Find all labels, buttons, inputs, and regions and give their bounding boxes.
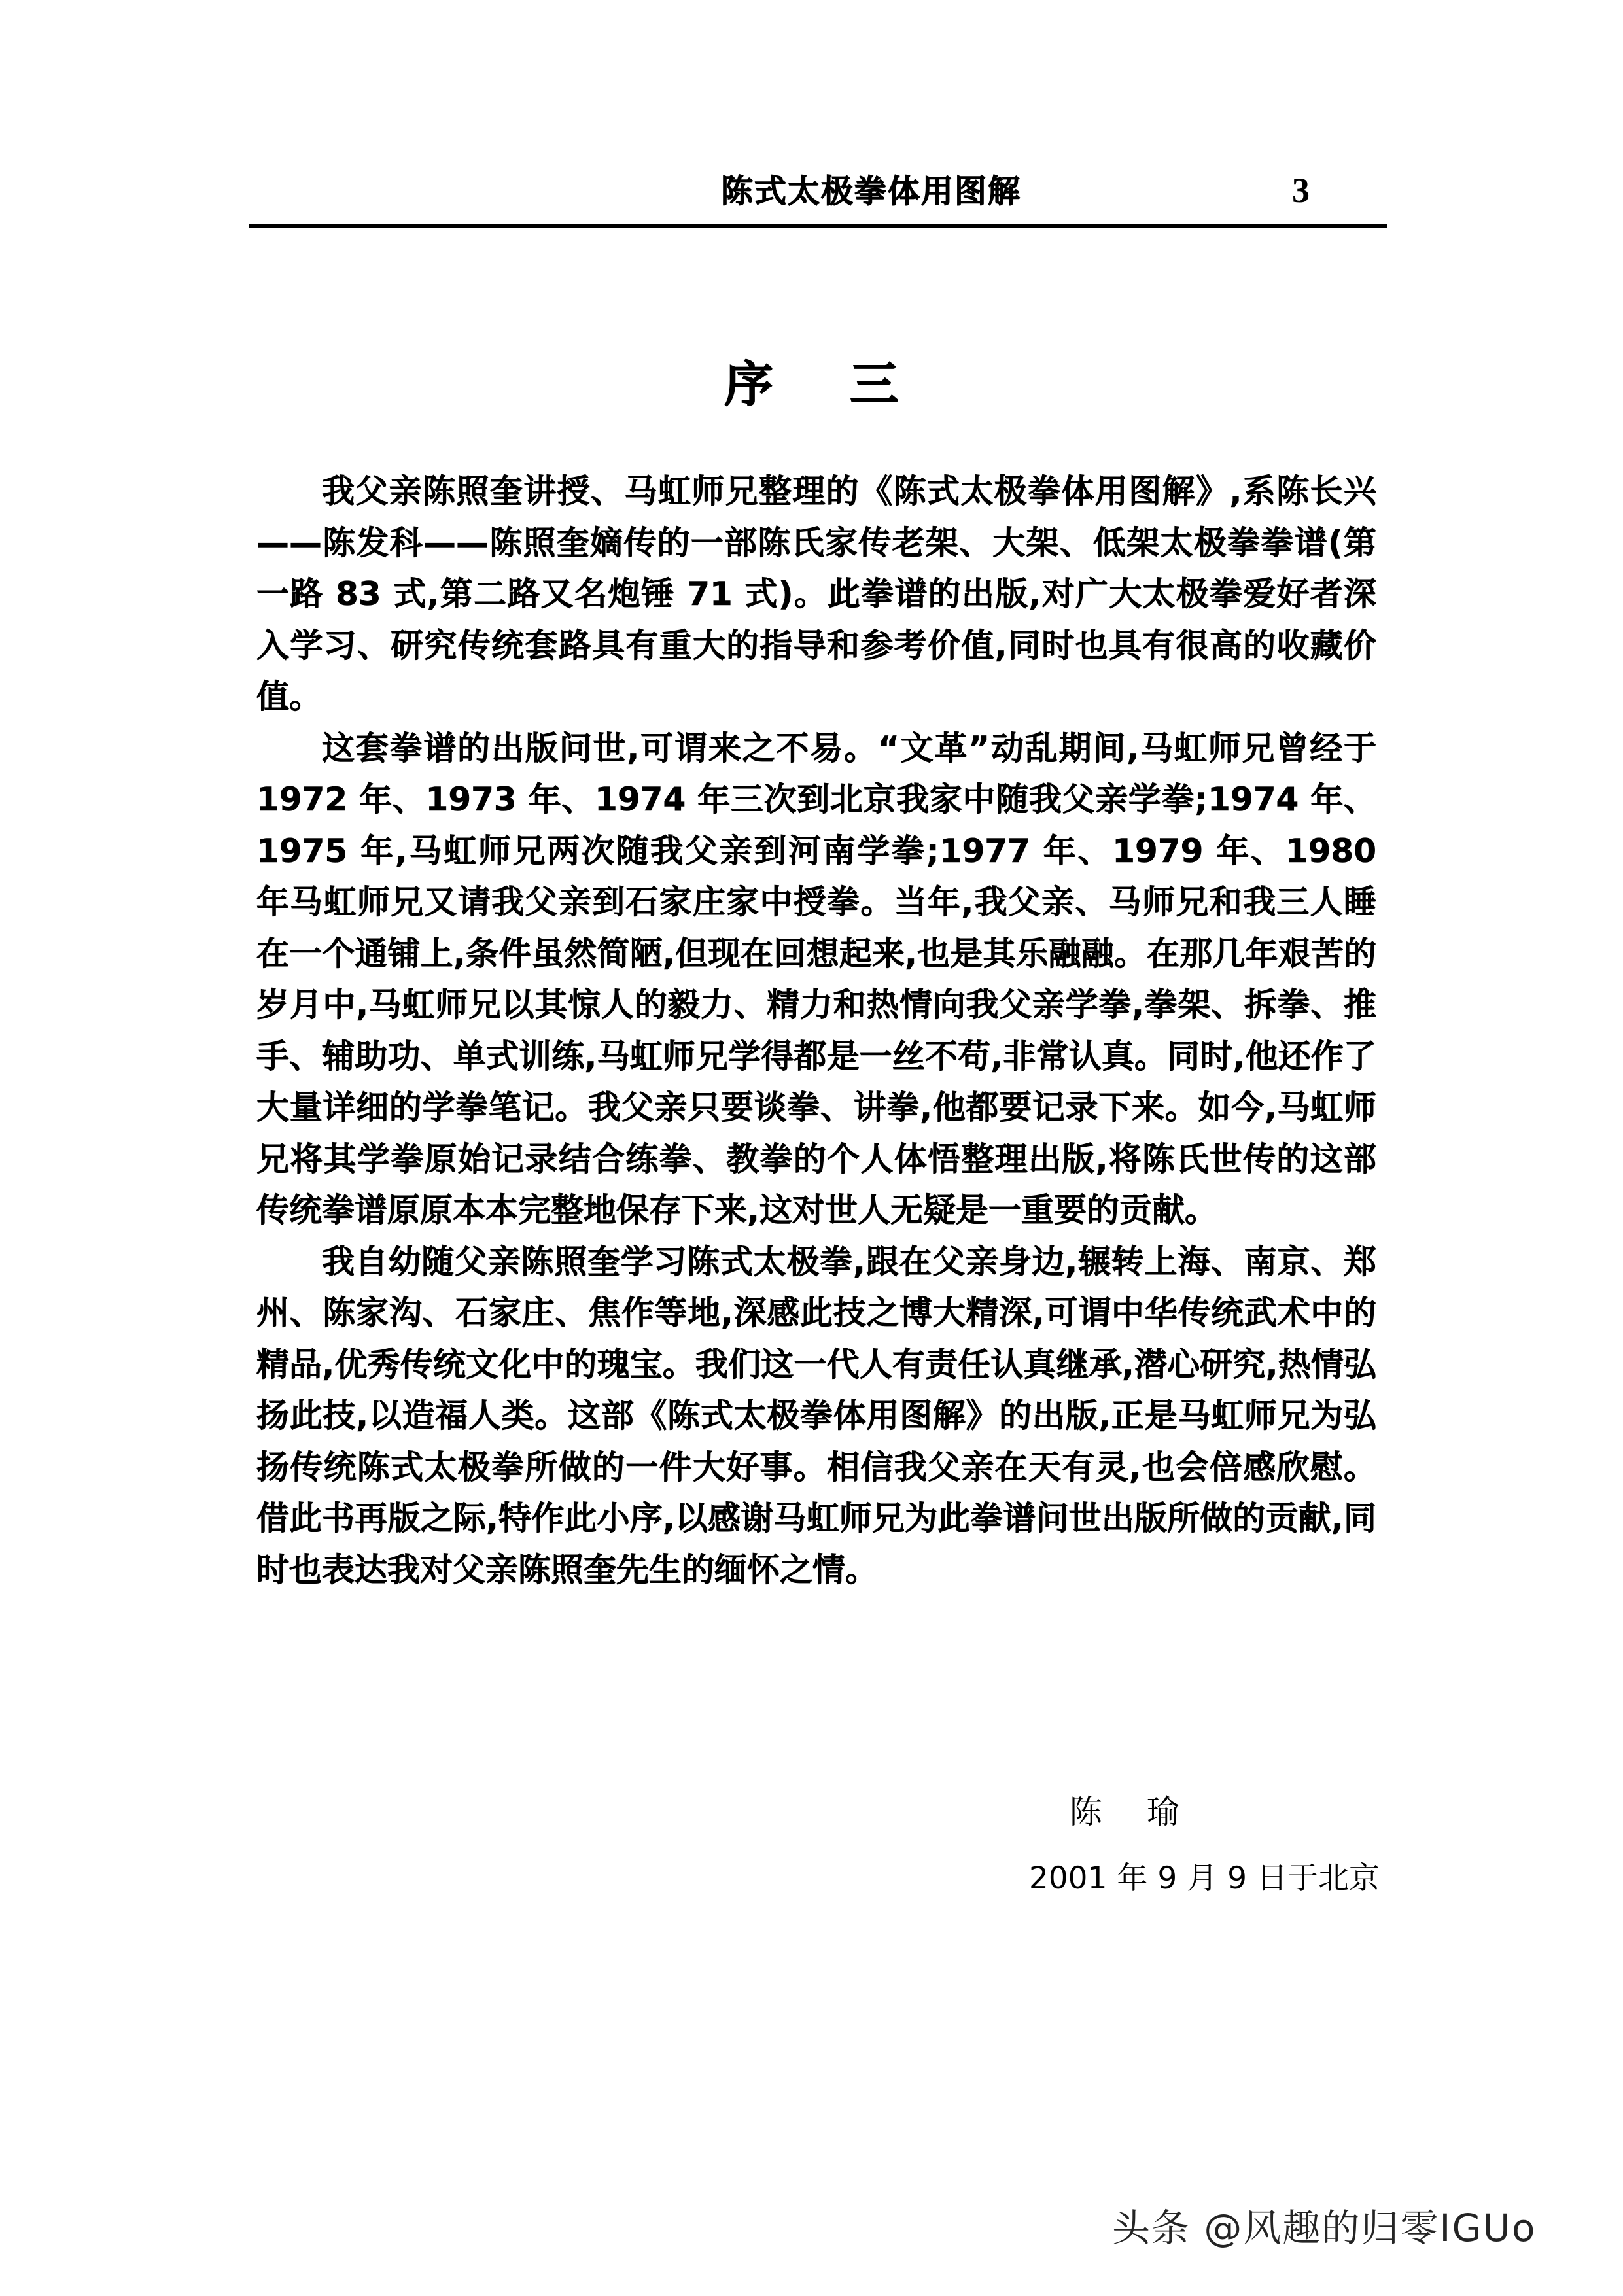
watermark [1112, 2206, 1536, 2252]
page-number: 3 [1292, 171, 1310, 210]
signature-block [1029, 1792, 1380, 1897]
header-rule [249, 224, 1387, 228]
paragraph: 我自幼随父亲陈照奎学习陈式太极拳,跟在父亲身边,辗转上海、南京、郑州、陈家沟、石家庄、焦作等地,深感此技之博大精深,可谓中华传统武术中的精品,优秀传统文化中的瑰宝。我们这一代人有责任认真继承,潜心研究,热情弘扬此技,以造福人类。这部《陈式太极拳体用图解》的出版,正是马虹师兄为弘扬传统陈式太极拳所做的一件大好事。相信我父亲在天有灵,也会倍感欣慰。借此书再版之际,特作此小序,以感谢马虹师兄为此拳谱问世出版所做的贡献,同时也表达我对父亲陈照奎先生的缅怀之情。 [256, 1242, 1376, 1589]
body-text [256, 466, 1376, 1595]
paragraph: 我父亲陈照奎讲授、马虹师兄整理的《陈式太极拳体用图解》,系陈长兴——陈发科——陈照奎嫡传的一部陈氏家传老架、大架、低架太极拳拳谱(第一路 83 式,第二路又名炮锤 71 式)。此拳谱的出版,对广大太极拳爱好者深入学习、研究传统套路具有重大的指导和参考价值,同时也具有很高的收藏价值。 [256, 472, 1376, 716]
page-header [249, 171, 1387, 234]
signature-author-name: 陈 瑜 [1069, 1793, 1196, 1831]
watermark-text: 头条 @风趣的归零IGUo [1112, 2206, 1537, 2250]
running-head-title: 陈式太极拳体用图解 [721, 173, 1022, 210]
paragraph: 这套拳谱的出版问世,可谓来之不易。“文革”动乱期间,马虹师兄曾经于 1972 年、1973 年、1974 年三次到北京我家中随我父亲学拳;1974 年、1975 年,马虹师兄两次随我父亲到河南学拳;1977 年、1979 年、1980 年马虹师兄又请我父亲到石家庄家中授拳。当年,我父亲、马师兄和我三人睡在一个通铺上,条件虽然简陋,但现在回想起来,也是其乐融融。在那几年艰苦的岁月中,马虹师兄以其惊人的毅力、精力和热情向我父亲学拳,拳架、拆拳、推手、辅助功、单式训练,马虹师兄学得都是一丝不苟,非常认真。同时,他还作了大量详细的学拳笔记。我父亲只要谈拳、讲拳,他都要记录下来。如今,马虹师兄将其学拳原始记录结合练拳、教拳的个人体悟整理出版,将陈氏世传的这部传统拳谱原原本本完整地保存下来,这对世人无疑是一重要的贡献。 [256, 729, 1376, 1229]
page-title: 序 三 [724, 356, 929, 413]
signature-date: 2001 年 9 月 9 日于北京 [1028, 1860, 1380, 1896]
